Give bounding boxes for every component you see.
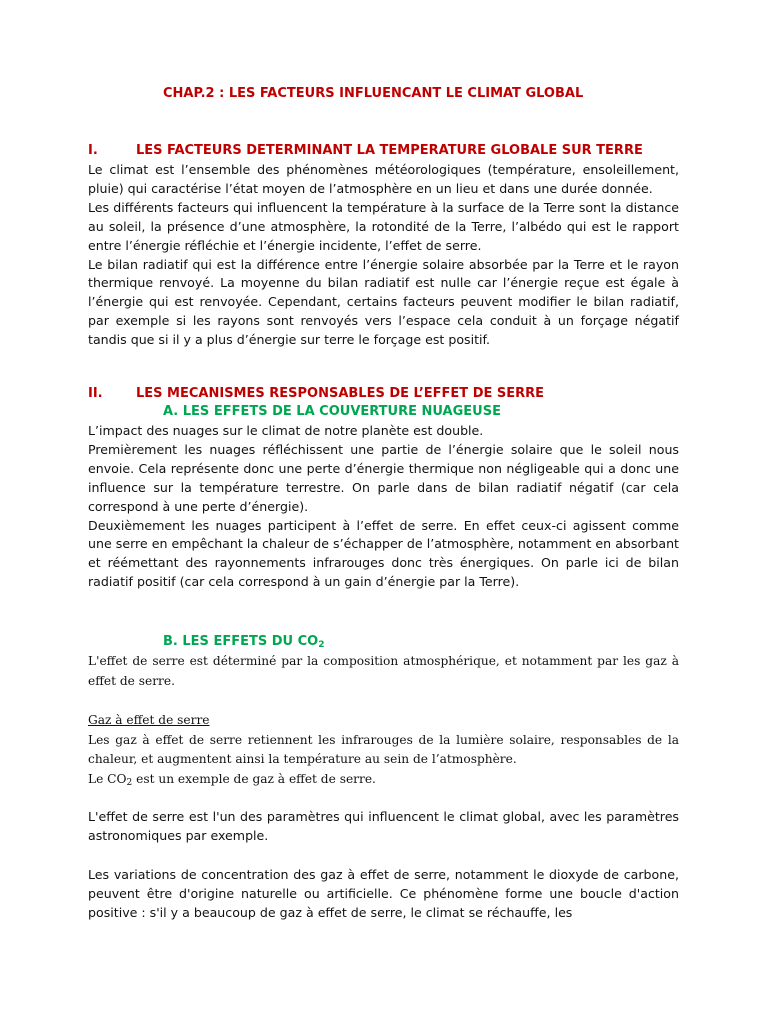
greenhouse-gas-title: Gaz à effet de serre xyxy=(88,713,210,727)
paragraph: L'effet de serre est déterminé par la composition atmosphérique, et notamment par les gaz à effet de serre. xyxy=(88,654,679,688)
subsection-b-heading xyxy=(163,634,324,650)
subsection-b-intro xyxy=(88,652,679,691)
paragraph: Premièrement les nuages réfléchissent une partie de l’énergie solaire que le soleil nous envoie. Cela représente donc une perte d’énergie thermique non négligeable qui a donc une influence sur la température terrestre. On parle dans de bilan radiatif négatif (car cela correspond à une perte d’énergie). xyxy=(88,441,679,514)
subsection-a-heading: A. LES EFFETS DE LA COUVERTURE NUAGEUSE xyxy=(163,404,501,419)
section-2-number: II. xyxy=(88,386,103,401)
greenhouse-gas-block xyxy=(88,711,679,793)
section-1-number: I. xyxy=(88,143,98,158)
paragraph: Le climat est l’ensemble des phénomènes météorologiques (température, ensoleillement, pluie) qui caractérise l’état moyen de l’atmosphère en un lieu et dans une durée donnée. xyxy=(88,162,679,196)
subsection-a-body xyxy=(88,422,679,592)
greenhouse-parameter-block xyxy=(88,808,679,846)
paragraph: Les gaz à effet de serre retiennent les infrarouges de la lumière solaire, responsables de la chaleur, et augmentent ainsi la température au sein de l’atmosphère. xyxy=(88,732,679,767)
section-2-heading xyxy=(88,386,544,401)
chapter-title: CHAP.2 : LES FACTEURS INFLUENCANT LE CLIMAT GLOBAL xyxy=(163,86,584,101)
subsection-b-letter: B. xyxy=(163,634,178,649)
paragraph: Les variations de concentration des gaz à effet de serre, notamment le dioxyde de carbone, peuvent être d'origine naturelle ou artificielle. Ce phénomène forme une boucle d'action positive : s'il y a beaucoup de gaz à effet de serre, le climat se réchauffe, les xyxy=(88,867,679,920)
subsection-b-subscript: 2 xyxy=(318,640,325,650)
paragraph: Les différents facteurs qui influencent la température à la surface de la Terre sont la distance au soleil, la présence d’une atmosphère, la rotondité de la Terre, l’albédo qui est le rapport entre l’énergie réfléchie et l’énergie incidente, l’effet de serre. xyxy=(88,199,679,253)
section-2-title: LES MECANISMES RESPONSABLES DE L’EFFET DE SERRE xyxy=(136,386,545,401)
paragraph: Le bilan radiatif qui est la différence entre l’énergie solaire absorbée par la Terre et le rayon thermique renvoyé. La moyenne du bilan radiatif est nulle car l’énergie reçue est égale à l’énergie qui est renvoyée. Cependant, certains facteurs peuvent modifier le bilan radiatif, par exemple si les rayons sont renvoyés vers l’espace cela conduit à un forçage négatif tandis que si il y a plus d’énergie sur terre le forçage est positif. xyxy=(88,256,679,348)
section-1-title: LES FACTEURS DETERMINANT LA TEMPERATURE GLOBALE SUR TERRE xyxy=(136,143,643,158)
paragraph: Deuxièmement les nuages participent à l’effet de serre. En effet ceux-ci agissent comme une serre en empêchant la chaleur de s’échapper de l’atmosphère, notamment en absorbant et réémettant des rayonnements infrarouges donc très énergiques. On parle ici de bilan radiatif positif (car cela correspond à un gain d’énergie par la Terre). xyxy=(88,517,679,590)
section-1-heading xyxy=(88,143,643,158)
co2-line: Le $CO_2$ est un exemple de gaz à effet de serre. xyxy=(88,771,376,788)
subsection-b-title: LES EFFETS DU CO xyxy=(182,634,319,649)
section-1-body xyxy=(88,161,679,350)
paragraph: L'effet de serre est l'un des paramètres qui influencent le climat global, avec les paramètres astronomiques par exemple. xyxy=(88,809,679,843)
concentration-block xyxy=(88,866,679,923)
paragraph: L’impact des nuages sur le climat de notre planète est double. xyxy=(88,423,484,438)
